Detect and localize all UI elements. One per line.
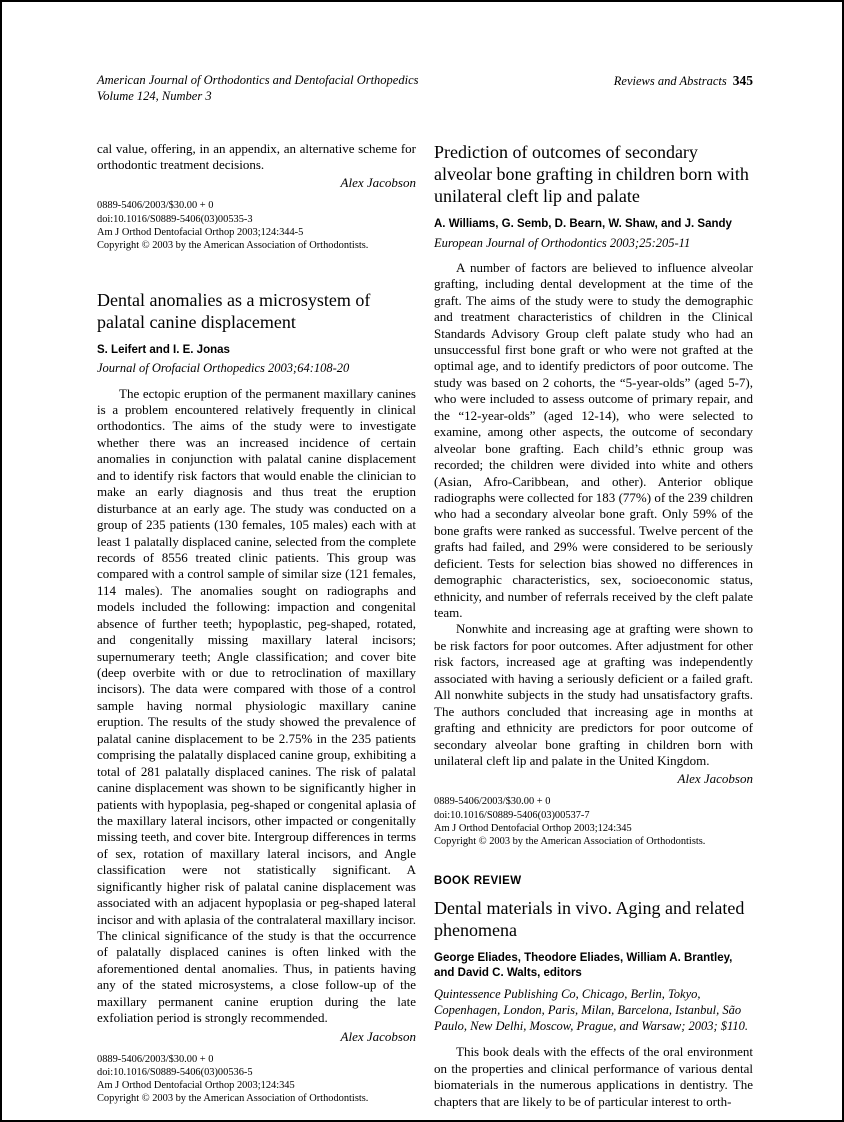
right-column bbox=[434, 141, 753, 1111]
citation-block bbox=[434, 795, 753, 848]
continued-abstract bbox=[97, 141, 416, 253]
citation-block bbox=[97, 1053, 416, 1106]
reviewer-signature: Alex Jacobson bbox=[340, 175, 416, 191]
abstract-authors: A. Williams, G. Semb, D. Bearn, W. Shaw, and J. Sandy bbox=[434, 218, 732, 231]
journal-identification bbox=[97, 72, 419, 105]
book-review-title: Dental materials in vivo. Aging and related phenomena bbox=[434, 897, 745, 940]
abstract-dental-anomalies bbox=[97, 289, 416, 1106]
book-review-publisher: Quintessence Publishing Co, Chicago, Berlin, Tokyo, Copenhagen, London, Paris, Milan, Barcelona, Istanbul, São Paulo, New Delhi, Moscow, Prague, and Warsaw; 2003; $110. bbox=[434, 986, 748, 1034]
citation-line: doi:10.1016/S0889-5406(03)00536-5 bbox=[97, 1066, 253, 1078]
journal-volume: Volume 124, Number 3 bbox=[97, 89, 212, 104]
citation-block bbox=[97, 199, 416, 252]
abstract-body: The ectopic eruption of the permanent maxillary canines is a problem encountered relatively frequently in clinical orthodontics. The aims of the study were to investigate whether there was an increased incidence of certain anomalies in conjunction with palatal canine displacement and to identify risk factors that would enable the clinician to make an early diagnosis and thus treat the eruption disturbance at an early age. The study was conducted on a group of 235 patients (130 females, 105 males) each with at least 1 palatally displaced canine, selected from the complete records of 8556 treated clinic patients. This group was compared with a control sample of similar size (121 females, 114 males). The anomalies sought on radiographs and models included the following: impaction and congenital absence of further teeth; hypoplastic, peg-shaped, rotated, and congenitally missing maxillary lateral incisors; supernumerary teeth; Angle classification; and cover bite (deep overbite with or due to retroclination of maxillary incisors). The data were compared with those of a control sample having normal physiologic maxillary canine eruption. The results of the study showed the prevalence of palatal canine displacement to be 2.75% in the 235 patients comprising the palatally displaced canine group, exhibiting a total of 281 palatally displaced canines. The risk of palatal canine displacement was shown to be significantly higher in patients with hypoplasia, peg-shaped or congenital aplasia of the maxillary lateral incisors, other impacted or congenitally missing teeth, and cover bite. Intergroup differences in terms of sex, rotation of maxillary lateral incisors, and Angle classification were not statistically significant. A significantly higher risk of palatal canine displacement was associated with an adjacent hypoplasia or peg-shaped lateral incisor and with aplasia of the contralateral maxillary incisor. The clinical significance of the study is that the occurrence of palatally displaced canines is often linked with the aforementioned dental anomalies. Thus, in patients having any of the stated microsystems, a close follow-up of the maxillary permanent canine eruption during the late exfoliation period is strongly recommended. bbox=[97, 385, 416, 1026]
citation-line: 0889-5406/2003/$30.00 + 0 bbox=[97, 200, 214, 212]
abstract-paragraph: Nonwhite and increasing age at grafting were shown to be risk factors for poor outcomes. After adjustment for other risk factors, increased age at grafting was independently associated with having a seriously deficient or a failed graft. All nonwhite subjects in the study had unsatisfactory grafts. The authors concluded that increasing age in months at grafting and ethnicity are predictors for poor outcome of secondary alveolar bone grafting in children born with unilateral cleft lip and palate in the United Kingdom. bbox=[434, 621, 753, 768]
book-review-body: This book deals with the effects of the oral environment on the properties and clinical performance of various dental biomaterials in the numerous applications in dentistry. The chapters that are likely to be of particular interest to orth- bbox=[434, 1044, 753, 1109]
citation-line: Copyright © 2003 by the American Association of Orthodontists. bbox=[97, 240, 369, 252]
abstract-title: Dental anomalies as a microsystem of palatal canine displacement bbox=[97, 289, 371, 332]
left-column bbox=[97, 141, 416, 1111]
book-review-label: BOOK REVIEW bbox=[434, 874, 522, 887]
citation-line: Copyright © 2003 by the American Association of Orthodontists. bbox=[97, 1093, 369, 1105]
two-column-layout bbox=[97, 141, 753, 1111]
citation-line: doi:10.1016/S0889-5406(03)00537-7 bbox=[434, 809, 590, 821]
section-and-page bbox=[614, 72, 753, 90]
citation-line: doi:10.1016/S0889-5406(03)00535-3 bbox=[97, 213, 253, 225]
running-head bbox=[97, 72, 753, 105]
section-title: Reviews and Abstracts bbox=[613, 74, 727, 88]
page-number: 345 bbox=[732, 73, 753, 88]
abstract-source: Journal of Orofacial Orthopedics 2003;64:108-20 bbox=[97, 361, 350, 376]
continued-abstract-text: cal value, offering, in an appendix, an alternative scheme for orthodontic treatment decisions. bbox=[97, 140, 416, 172]
abstract-authors: S. Leifert and I. E. Jonas bbox=[97, 344, 230, 357]
abstract-bone-grafting bbox=[434, 141, 753, 849]
citation-line: Am J Orthod Dentofacial Orthop 2003;124:345 bbox=[97, 1080, 295, 1092]
reviewer-signature: Alex Jacobson bbox=[677, 771, 753, 787]
abstract-source: European Journal of Orthodontics 2003;25:205-11 bbox=[434, 235, 691, 250]
abstract-paragraph: A number of factors are believed to influence alveolar grafting, including dental development at the time of the graft. The aims of the study were to study the demographic and treatment characteristics of children in the Clinical Standards Advisory Group cleft palate study who had an unsuccessful first bone graft or who were not grafted at the optimal age, and to identify predictors of poor outcome. The study was based on 2 cohorts, the “5-year-olds” (aged 5-7), who were included to assess outcome of primary repair, and the “12-year-olds” (aged 12-14), who were selected to examine, among other aspects, the outcome of secondary alveolar bone grafting. Each child’s ethnic group was recorded; the children were divided into white and others (Asian, Afro-Caribbean, and other). Anterior oblique radiographs were collected for 183 (77%) of the 239 children who had a secondary alveolar bone graft. Only 59% of the bone grafts were ranked as successful. Twelve percent of the grafts had failed, and 29% were considered to be seriously deficient. Tests for selection bias showed no differences in demographic characteristics, sex, socioeconomic status, ethnicity, and number of referrals received by the cleft palate team. bbox=[434, 259, 753, 621]
citation-line: Am J Orthod Dentofacial Orthop 2003;124:344-5 bbox=[97, 226, 304, 238]
citation-line: Copyright © 2003 by the American Association of Orthodontists. bbox=[434, 836, 706, 848]
citation-line: 0889-5406/2003/$30.00 + 0 bbox=[97, 1053, 214, 1065]
reviewer-signature: Alex Jacobson bbox=[340, 1028, 416, 1044]
abstract-title: Prediction of outcomes of secondary alveolar bone grafting in children born with unilateral cleft lip and palate bbox=[434, 141, 749, 207]
journal-title: American Journal of Orthodontics and Dentofacial Orthopedics bbox=[97, 73, 419, 87]
citation-line: Am J Orthod Dentofacial Orthop 2003;124:345 bbox=[434, 822, 632, 834]
book-review bbox=[434, 875, 753, 1110]
citation-line: 0889-5406/2003/$30.00 + 0 bbox=[434, 796, 551, 808]
book-review-editors: George Eliades, Theodore Eliades, William A. Brantley, and David C. Walts, editors bbox=[434, 952, 733, 980]
